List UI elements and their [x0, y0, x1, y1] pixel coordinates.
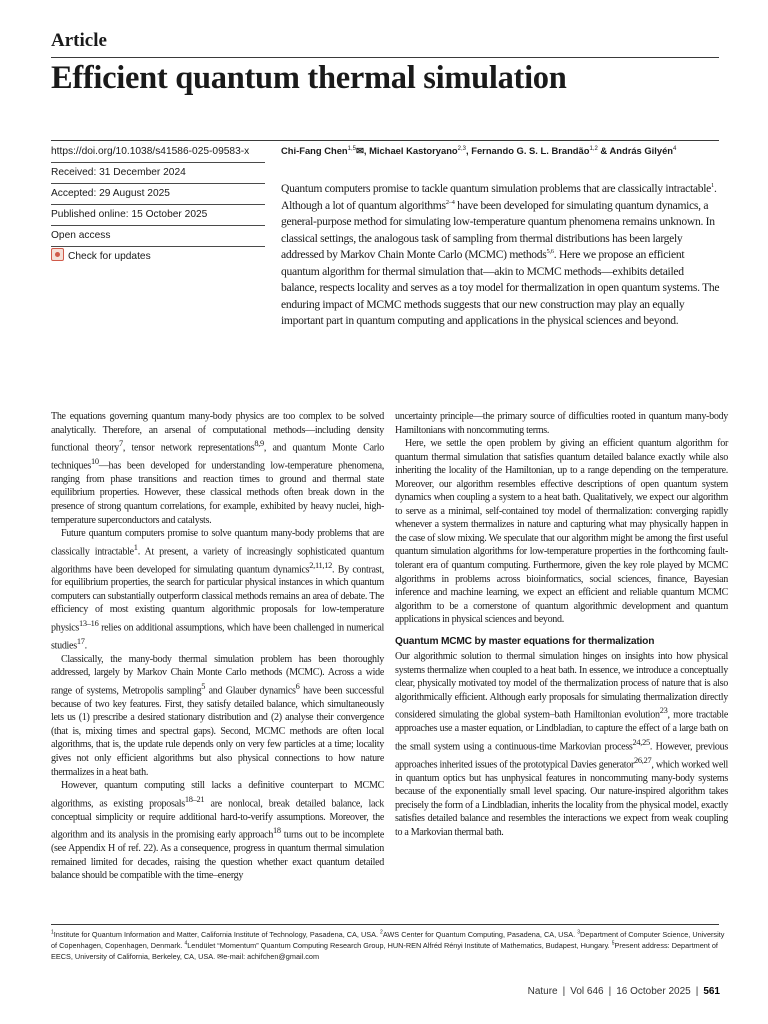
accepted-date: Accepted: 29 August 2025	[51, 184, 265, 205]
body-paragraph: Our algorithmic solution to thermal simulation hinges on insights into how physical systems thermalize when coupled to a heat bath. In essence, we introduce a conceptually clear, physically motivated toy model of the thermalization process of nature that is also algorithmically efficient. Although early proposals for simulating thermalization directly considered simulating the global system–bath Hamiltonian evolution$^{23}$, more tractable approaches use a master equation, or Lindbladian, to capture the effect of a large bath on the small system using a continuous-time Markovian process$^{24,25}$. However, previous approaches inherited issues of the prototypical Davies generator$^{26,27}$, which worked well in quantum optics but has unphysical features in noncommuting many-body systems because of the exponentially small level spacing. Our nature-inspired algorithm takes precisely the form of a Lindbladian, inherits the locality from the physical model, exactly satisfies detailed balance and resembles the interactions we expect from weak coupling to a Markovian thermal bath.	[395, 651, 728, 838]
author[interactable]: Chi-Fang Chen$^{1,5}$✉	[281, 145, 364, 156]
body-paragraph: The equations governing quantum many-body physics are too complex to be solved analytically. Therefore, an arsenal of computational methods—including density functional theory$^7$, tensor network representations$^{8,9}$, and quantum Monte Carlo techniques$^{10}$—has been developed for understanding low-temperature phenomena, ranging from phase transitions and reaction times to ground and thermal state equilibrium properties. However, these classical methods often break down in the presence of strong quantum correlations, for example, exhibited by heavy nuclei, high-temperature superconductors and catalysts.	[51, 411, 385, 526]
check-updates-link[interactable]	[51, 247, 265, 267]
body-column-left	[51, 410, 384, 883]
received-date: Received: 31 December 2024	[51, 163, 265, 184]
published-date: Published online: 15 October 2025	[51, 205, 265, 226]
page-footer: Nature | Vol 646 | 16 October 2025 | 561	[527, 986, 720, 997]
check-for-updates-icon	[51, 248, 64, 261]
article-title: Efficient quantum thermal simulation	[51, 60, 567, 96]
meta-top-rule	[51, 140, 719, 141]
section-heading: Quantum MCMC by master equations for thermalization	[395, 635, 655, 647]
header-rule	[51, 57, 719, 58]
affiliations-footnote: $^1$Institute for Quantum Information and Matter, California Institute of Technology, Pasadena, CA, USA. $^2$AWS Center for Quantum Computing, Pasadena, CA, USA. $^3$Department of Computer Science, University of Copenhagen, Copenhagen, Denmark. $^4$Lendület “Momentum” Quantum Computing Research Group, HUN-REN Alfréd Rényi Institute of Mathematics, Budapest, Hungary. $^5$Present address: Department of EECS, University of California, Berkeley, CA, USA. ✉e-mail: achifchen@gmail.com	[51, 929, 725, 962]
author[interactable]: Fernando G. S. L. Brandão$^{1,2}$	[471, 145, 598, 156]
check-updates-label: Check for updates	[68, 251, 151, 262]
footnote-rule	[51, 924, 719, 925]
body-paragraph: Here, we settle the open problem by giving an efficient quantum algorithm for quantum thermal simulation that satisfies quantum detailed balance exactly while also inheriting the locality of the Hamiltonian, up to a range depending on the temperature. Moreover, our algorithm resembles effective descriptions of open quantum system dynamics when coupling a system to a heat bath. Qualitatively, we expect our algorithm to serve as a minimal, self-contained toy model of thermalization: converging rapidly whenever a system thermalizes in nature and capturing what may physically happen in the case of slow mixing. We speculate that our algorithm might be among the first useful quantum simulation algorithms for low-temperature properties in the forthcoming fault-tolerant era of quantum computing. Furthermore, given the key role played by MCMC algorithms in problems across bioinformatics, social sciences, finance, Bayesian inference and machine learning, we expect an efficient and reliable quantum MCMC algorithm to be a cornerstone of quantum algorithmic development and quantum applications in physical sciences and beyond.	[395, 438, 728, 626]
email-icon: ✉	[356, 145, 364, 156]
body-paragraph: Classically, the many-body thermal simulation problem has been thoroughly addressed, largely by Markov Chain Monte Carlo methods (MCMC). Across a wide range of systems, Metropolis sampling$^5$ and Glauber dynamics$^6$ have been successful because of two key features. First, they satisfy detailed balance, which simultaneously lets us (1) prescribe a desired stationary distribution and (2) analyse their convergence (that is, mixing times and spectral gaps). Second, MCMC methods are often local algorithms, that is, the update rule depends only on very few particles at a time; locality gives not only efficient algorithms but also physical connections to how nature thermalizes in a heat bath.	[51, 653, 384, 778]
article-meta	[51, 142, 265, 267]
author-list: Chi-Fang Chen$^{1,5}$✉, Michael Kastoryano$^{2,3}$, Fernando G. S. L. Brandão$^{1,2}$ & András Gilyén$^4$	[281, 145, 677, 156]
body-column-right	[395, 410, 728, 839]
author[interactable]: Michael Kastoryano$^{2,3}$	[369, 145, 467, 156]
author[interactable]: András Gilyén$^4$	[609, 145, 677, 156]
body-paragraph: Future quantum computers promise to solve quantum many-body problems that are classically intractable$^1$. At present, a variety of increasingly sophisticated quantum algorithms have been developed for simulating quantum dynamics$^{2,11,12}$. By contrast, for equilibrium properties, the search for particular physical instances in which quantum computers can substantially outperform classical methods remains an area of debate. The efficiency of most existing quantum algorithmic proposals for low-temperature physics$^{13-16}$ relies on additional assumptions, which have been challenged in numerical studies$^{17}$.	[51, 528, 384, 652]
doi-link[interactable]: https://doi.org/10.1038/s41586-025-09583-x	[51, 142, 265, 163]
page-number: 561	[703, 986, 720, 997]
open-access-label: Open access	[51, 226, 265, 247]
body-paragraph: uncertainty principle—the primary source of difficulties rooted in quantum many-body Hamiltonians with noncommuting terms.	[395, 411, 728, 436]
volume: Vol 646	[570, 986, 604, 997]
article-section-label: Article	[51, 30, 107, 51]
issue-date: 16 October 2025	[616, 986, 691, 997]
journal-name: Nature	[527, 986, 558, 997]
abstract: Quantum computers promise to tackle quantum simulation problems that are classically intractable$^1$. Although a lot of quantum algorithms$^{2-4}$ have been developed for simulating quantum dynamics, a general-purpose method for simulating low-temperature quantum phenomena remains unknown. In classical settings, the analogous task of sampling from thermal distributions has been largely addressed by Markov Chain Monte Carlo (MCMC) methods$^{5,6}$. Here we propose an efficient quantum algorithm for thermal simulation that—akin to MCMC methods—exhibits detailed balance, respects locality and serves as a toy model for thermalization in open quantum systems. The enduring impact of MCMC methods suggests that our new construction may play an equally important part in quantum computing and applications in the physical sciences and beyond.	[281, 182, 720, 327]
body-paragraph: However, quantum computing still lacks a definitive counterpart to MCMC algorithms, as existing proposals$^{18-21}$ are nonlocal, break detailed balance, lack conceptual simplicity or require additional hard-to-verify assumptions. Moreover, the algorithm and its analysis in the promising early approach$^{18}$ turns out to be incomplete (see Appendix H of ref. 22). As a consequence, progress in quantum thermal simulation remained limited for decades, raising the question whether exact quantum detailed balance should be compatible with the time–energy	[51, 780, 385, 882]
